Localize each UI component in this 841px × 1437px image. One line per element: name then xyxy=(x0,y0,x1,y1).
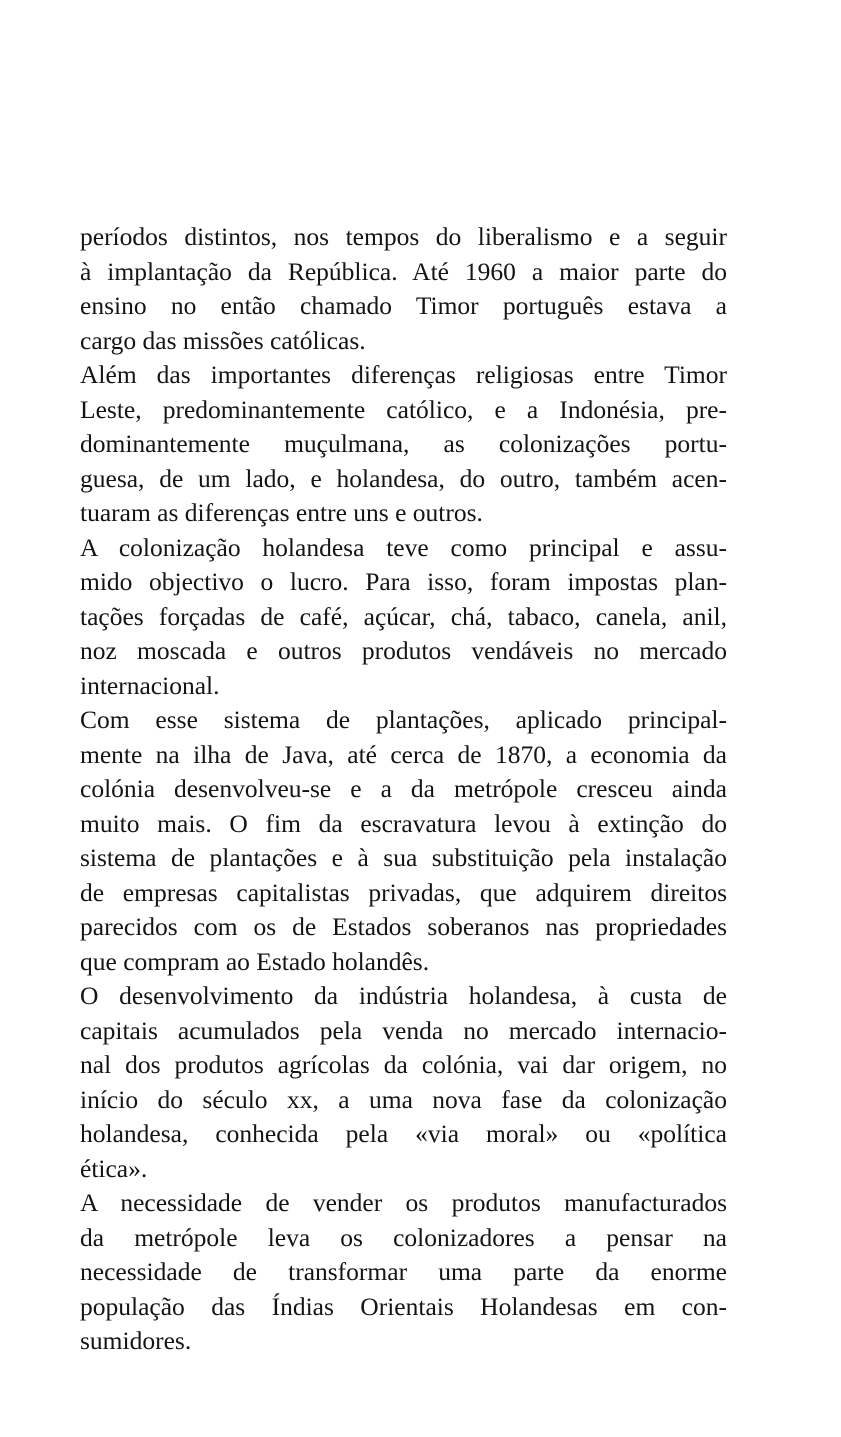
text-line: de empresas capitalistas privadas, que adquirem direitos xyxy=(80,877,727,907)
text-line: internacional. xyxy=(80,670,220,700)
text-line: sumidores. xyxy=(80,1326,192,1355)
text-line: noz moscada e outros produtos vendáveis no mercado xyxy=(80,636,727,665)
text-line: holandesa, conhecida pela «via moral» ou «política xyxy=(80,1119,727,1148)
text-line: que compram ao Estado holandês. xyxy=(80,946,430,976)
body-text xyxy=(80,220,727,1359)
text-line: ética». xyxy=(80,1153,148,1183)
text-line: sistema de plantações e à sua substituição pela instalação xyxy=(80,843,727,872)
text-line: necessidade de transformar uma parte da enorme xyxy=(80,1257,727,1286)
text-line: A colonização holandesa teve como principal e assu- xyxy=(80,532,727,562)
text-line: início do século xx, a uma nova fase da colonização xyxy=(80,1084,727,1114)
text-line: períodos distintos, nos tempos do liberalismo e a seguir xyxy=(80,222,727,251)
text-line: guesa, de um lado, e holandesa, do outro, também acen- xyxy=(80,463,727,493)
text-line: Leste, predominantemente católico, e a Indonésia, pre- xyxy=(80,394,727,424)
text-line: à implantação da República. Até 1960 a maior parte do xyxy=(80,256,727,286)
text-line: mido objectivo o lucro. Para isso, foram impostas plan- xyxy=(80,567,727,596)
text-line: O desenvolvimento da indústria holandesa, à custa de xyxy=(80,981,727,1010)
text-line: ensino no então chamado Timor português estava a xyxy=(80,291,727,320)
text-line: muito mais. O fim da escravatura levou à extinção do xyxy=(80,808,727,838)
text-line: tuaram as diferenças entre uns e outros. xyxy=(80,498,483,527)
text-line: Com esse sistema de plantações, aplicado principal- xyxy=(80,705,727,734)
text-line: parecidos com os de Estados soberanos nas propriedades xyxy=(80,912,727,941)
text-line: dominantemente muçulmana, as colonizações portu- xyxy=(80,429,727,458)
text-line: população das Índias Orientais Holandesas em con- xyxy=(80,1291,727,1321)
text-line: colónia desenvolveu-se e a da metrópole cresceu ainda xyxy=(80,774,727,803)
text-line: cargo das missões católicas. xyxy=(80,325,366,355)
text-line: capitais acumulados pela venda no mercado internacio- xyxy=(80,1015,727,1045)
text-line: mente na ilha de Java, até cerca de 1870, a economia da xyxy=(80,739,727,769)
text-line: Além das importantes diferenças religiosas entre Timor xyxy=(80,360,727,389)
text-line: A necessidade de vender os produtos manufacturados xyxy=(80,1188,727,1217)
text-line: nal dos produtos agrícolas da colónia, vai dar origem, no xyxy=(80,1050,727,1079)
text-line: tações forçadas de café, açúcar, chá, tabaco, canela, anil, xyxy=(80,601,727,631)
text-line: da metrópole leva os colonizadores a pensar na xyxy=(80,1222,727,1252)
